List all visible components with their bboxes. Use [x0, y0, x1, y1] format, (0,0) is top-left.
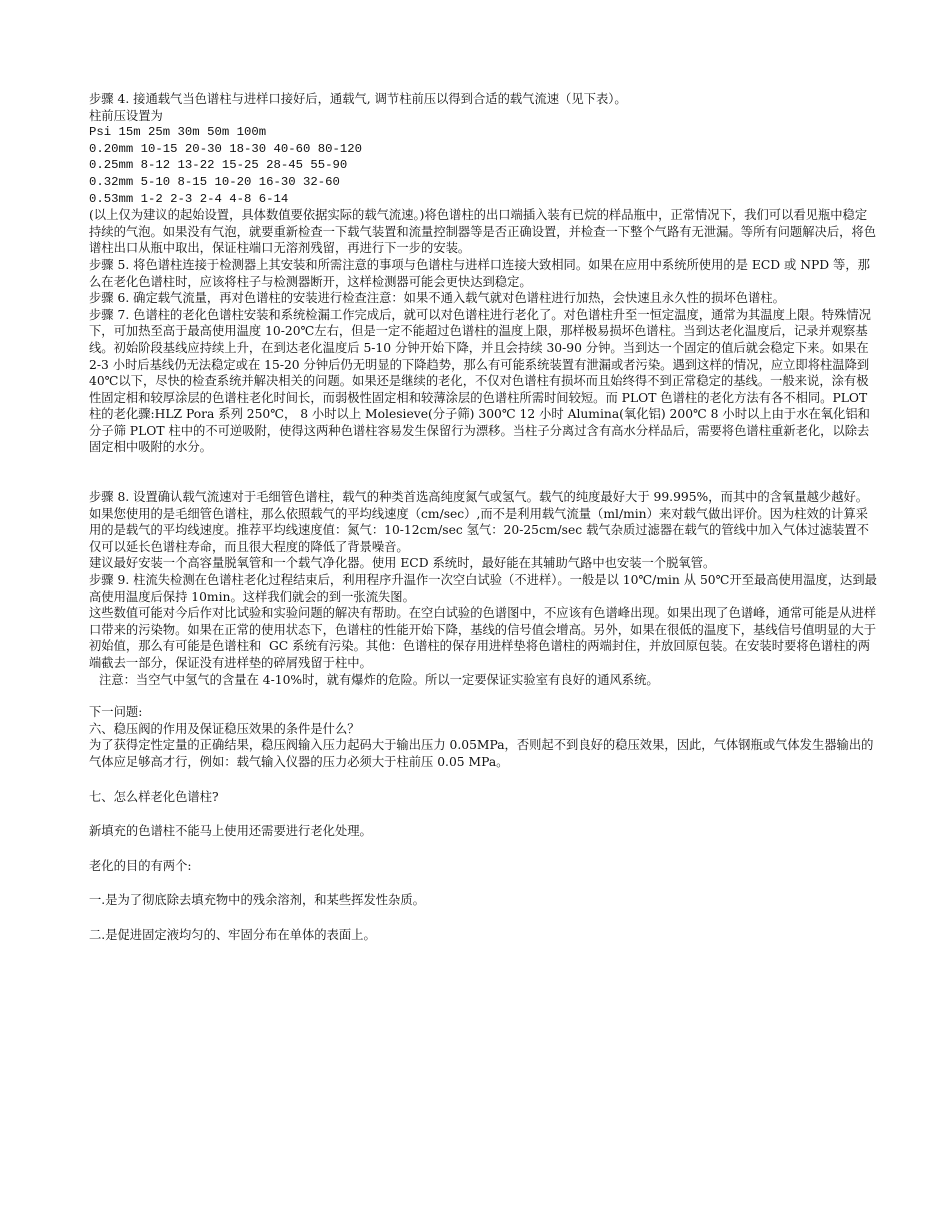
blank-space: [89, 840, 879, 858]
step-6-paragraph: 步骤 6. 确定载气流量，再对色谱柱的安装进行检查注意：如果不通入载气就对色谱柱进行加热，会快速且永久性的损坏色谱柱。: [89, 291, 785, 306]
blank-space: [89, 805, 879, 823]
table-row: 0.32mm 5-10 8-15 10-20 16-30 32-60: [89, 174, 340, 189]
question-6-heading: 六、稳压阀的作用及保证稳压效果的条件是什么？: [89, 721, 360, 736]
blank-space: [89, 456, 879, 489]
step-5-paragraph: 步骤 5. 将色谱柱连接于检测器上其安装和所需注意的事项与色谱柱与进样口连接大致相同。如果在应用中系统所使用的是 ECD 或 NPD 等，那么在老化色谱柱时，应该将柱子与检测器断开，这样检测器可能会更快达到稳定。: [89, 257, 870, 289]
step-4-paragraph: 步骤 4. 接通载气当色谱柱与进样口接好后，通载气, 调节柱前压以得到合适的载气流速（见下表）。: [89, 92, 627, 106]
table-title: 柱前压设置为: [89, 108, 163, 123]
step-9-paragraph: 步骤 9. 柱流失检测在色谱柱老化过程结束后，利用程序升温作一次空白试验（不进样）。一般是以 10℃/min 从 50℃开至最高使用温度，达到最高使用温度后保持 10min。这样我们就会的到一张流失图。: [89, 573, 877, 604]
table-row: 0.53mm 1-2 2-3 2-4 4-8 6-14: [89, 191, 289, 206]
blank-space: [89, 909, 879, 927]
step-7-paragraph: 步骤 7. 色谱柱的老化色谱柱安装和系统检漏工作完成后，就可以对色谱柱进行老化了。对色谱柱升至一恒定温度，通常为其温度上限。特殊情况下，可加热至高于最高使用温度 10-20℃左右，但是一定不能超过色谱柱的温度上限，那样极易损坏色谱柱。当到达老化温度后，记录并观察基线。初始阶段基线应持续上升，在到达老化温度后 5-10 分钟开始下降，并且会持续 30-90 分钟。当到达一个固定的值后就会稳定下来。如果在 2-3 小时后基线仍无法稳定或在 15-20 分钟后仍无明显的下降趋势，那么有可能系统装置有泄漏或者污染。遇到这样的情况，应立即将柱温降到 40℃以下，尽快的检查系统并解决相关的问题。如果还是继续的老化，不仅对色谱柱有损坏而且始终得不到正常稳定的基线。一般来说，涂有极性固定相和较厚涂层的色谱柱老化时间长，而弱极性固定相和较薄涂层的色谱柱所需时间较短。而 PLOT 色谱柱的老化方法有各不相同。PLOT 柱的老化骤:HLZ Pora 系列 250℃， 8 小时以上 Molesieve(分子筛) 300℃ 12 小时 Alumina(氧化铝) 200℃ 8 小时以上由于水在氧化铝和分子筛 PLOT 柱中的不可逆吸附，使得这两种色谱柱容易发生保留行为漂移。当柱子分离过含有高水分样品后，需要将色谱柱重新老化，以除去固定相中吸附的水分。: [89, 307, 874, 455]
table-row: 0.25mm 8-12 13-22 15-25 28-45 55-90: [89, 158, 348, 173]
step-8-paragraph: 步骤 8. 设置确认载气流速对于毛细管色谱柱，载气的种类首选高纯度氮气或氢气。载气的纯度最好大于 99.995%，而其中的含氧量越少越好。如果您使用的是毛细管色谱柱，那么依照载气的平均线速度（cm/sec）,而不是利用载气流量（ml/min）来对载气做出评价。因为柱效的计算采用的是载气的平均线速度。推荐平均线速度值：氮气：10-12cm/sec 氢气：20-25cm/sec 载气杂质过滤器在载气的管线中加入气体过滤装置不仅可以延长色谱柱寿命，而且很大程度的降低了背景噪音。: [89, 490, 869, 554]
purpose-item-2: 二.是促进固定液均匀的、牢固分布在单体的表面上。: [89, 927, 376, 942]
table-header: Psi 15m 25m 30m 50m 100m: [89, 125, 267, 140]
purpose-item-1: 一.是为了彻底除去填充物中的残余溶剂，和某些挥发性杂质。: [89, 893, 425, 908]
data-note-paragraph: 这些数值可能对今后作对比试验和实验问题的解决有帮助。在空白试验的色谱图中，不应该有色谱峰出现。如果出现了色谱峰，通常可能是从进样口带来的污染物。如果在正常的使用状态下，色谱柱的性能开始下降，基线的信号值会增高。另外，如果在很低的温度下，基线信号值明显的大于初始值，那么有可能是色谱柱和 GC 系统有污染。其他：色谱柱的保存用进样垫将色谱柱的两端封住，并放回原包装。在安装时要将色谱柱的两端截去一部分，保证没有进样垫的碎屑残留于柱中。: [89, 606, 877, 670]
blank-space: [89, 688, 879, 704]
question-6-answer: 为了获得定性定量的正确结果，稳压阀输入压力起码大于输出压力 0.05MPa，否则起不到良好的稳压效果，因此，气体钢瓶或气体发生器输出的气体应足够高才行，例如：载气输入仪器的压力必须大于柱前压 0.05 MPa。: [89, 738, 874, 769]
purpose-title: 老化的目的有两个:: [89, 858, 192, 873]
suggestion-paragraph: 建议最好安装一个高容量脱氧管和一个载气净化器。使用 ECD 系统时，最好能在其辅助气路中也安装一个脱氧管。: [89, 556, 716, 571]
caution-paragraph: 注意：当空气中氢气的含量在 4-10%时，就有爆炸的危险。所以一定要保证实验室有良好的通风系统。: [99, 672, 659, 687]
question-7-intro: 新填充的色谱柱不能马上使用还需要进行老化处理。: [89, 824, 372, 839]
table-note-paragraph: (以上仅为建议的起始设置，具体数值要依据实际的载气流速。)将色谱柱的出口端插入装有已烷的样品瓶中，正常情况下，我们可以看见瓶中稳定持续的气泡。如果没有气泡，就要重新检查一下载气装置和流量控制器等是否正确设置，并检查一下整个气路有无泄漏。等所有问题解决后，将色谱柱出口从瓶中取出，保证柱端口无溶剂残留，再进行下一步的安装。: [89, 208, 877, 256]
question-7-heading: 七、怎么样老化色谱柱?: [89, 789, 219, 804]
next-question-label: 下一问题:: [89, 705, 143, 720]
table-row: 0.20mm 10-15 20-30 18-30 40-60 80-120: [89, 141, 363, 156]
blank-space: [89, 771, 879, 789]
document-page: [89, 91, 879, 944]
blank-space: [89, 874, 879, 892]
